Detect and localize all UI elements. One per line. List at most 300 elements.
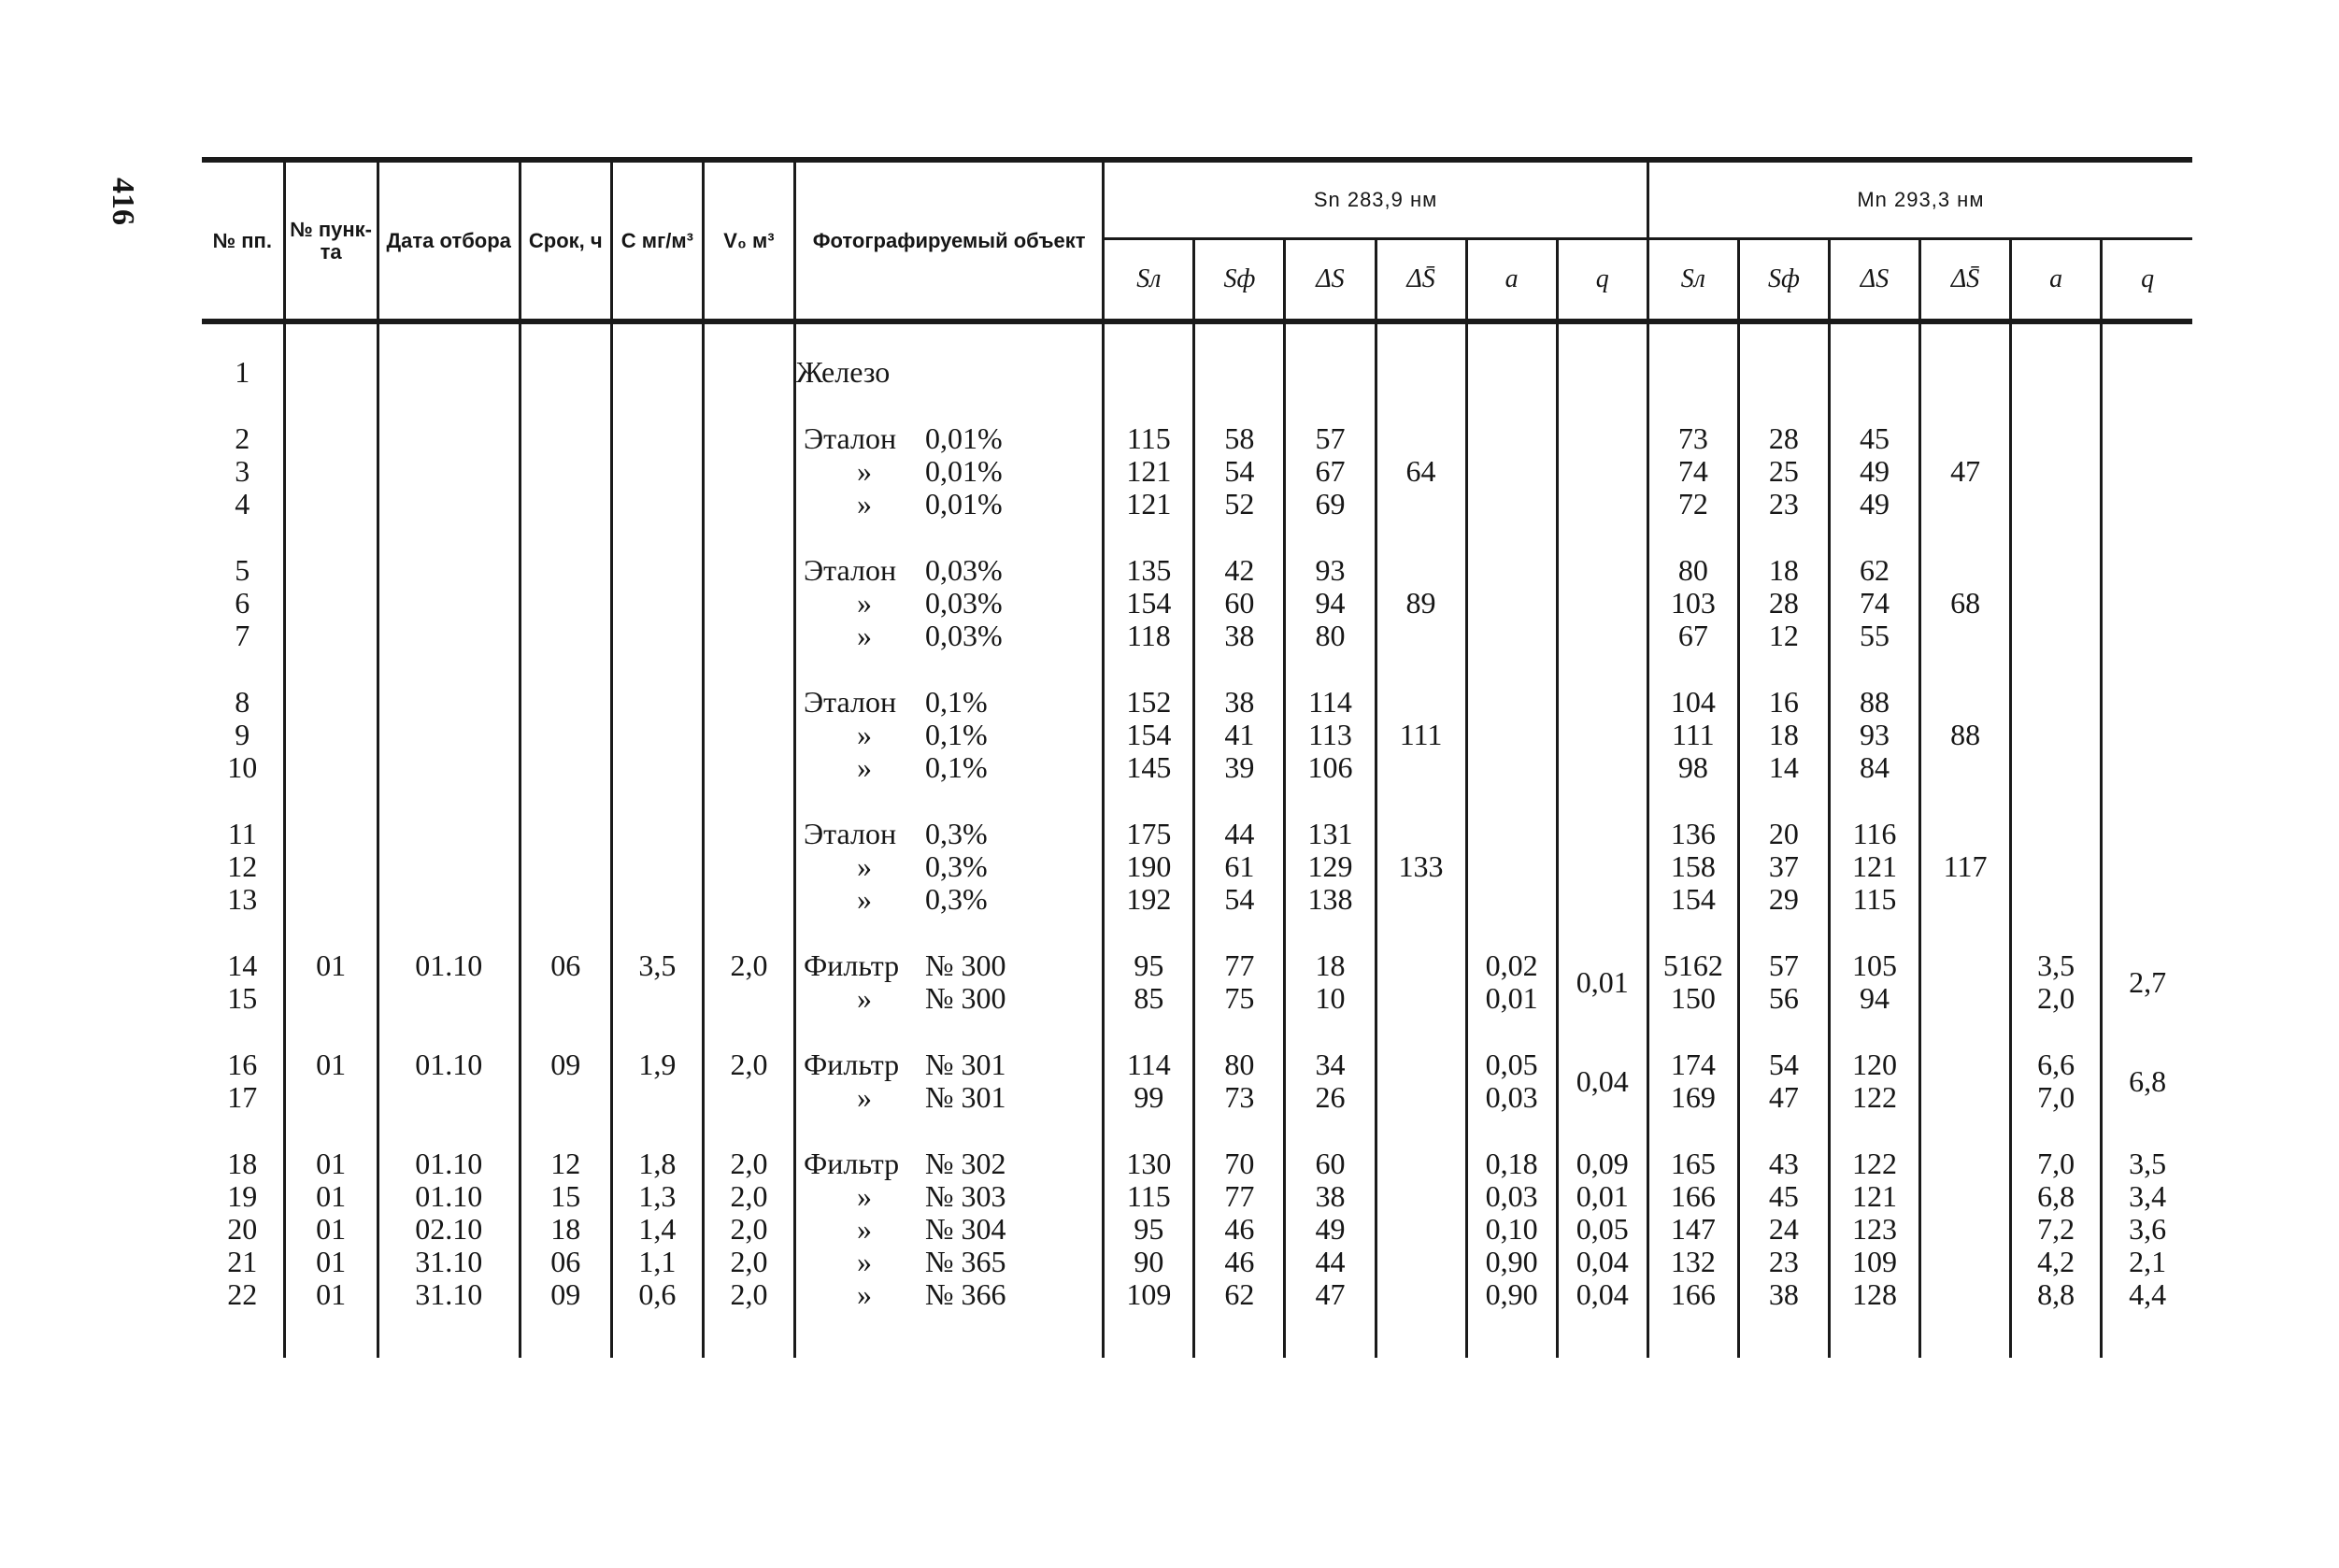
object-label: » [857, 487, 872, 520]
cell-sn-6-5 [1557, 587, 1647, 620]
cell-date [378, 982, 520, 1015]
header-volume: V₀ м³ [703, 160, 794, 321]
cell-concentration [611, 686, 703, 719]
cell-object [795, 620, 1104, 652]
cell-volume: 2,0 [703, 1278, 794, 1311]
cell-sn-6-3: 133 [1376, 850, 1466, 883]
header-object: Фотографируемый объект [795, 160, 1104, 321]
cell-sn-6-1: 61 [1194, 850, 1285, 883]
cell-point-no: 01 [284, 1278, 378, 1311]
cell-sn-6-2: 94 [1285, 587, 1376, 620]
cell-concentration [611, 1081, 703, 1114]
cell-date: 01.10 [378, 949, 520, 982]
cell-point-no [284, 422, 378, 455]
cell-mn-6-4: 7,2 [2011, 1213, 2102, 1246]
cell-mn-6-2: 49 [1829, 488, 1919, 520]
cell-sn-6-1: 80 [1194, 1048, 1285, 1081]
cell-date [378, 686, 520, 719]
table-row [202, 1213, 2192, 1246]
cell-mn-6-3 [1920, 883, 2011, 916]
cell-mn-6-2: 74 [1829, 587, 1919, 620]
cell-sn-6-5: 0,09 [1557, 1147, 1647, 1180]
cell-mn-6-3: 47 [1920, 455, 2011, 488]
object-value: 0,03% [925, 553, 1003, 587]
cell-mn-6-1: 28 [1738, 422, 1829, 455]
cell-sn-6-4: 0,03 [1466, 1180, 1557, 1213]
cell-mn-6-5: 3,4 [2102, 1180, 2192, 1213]
cell-concentration [611, 422, 703, 455]
header-term: Срок, ч [520, 160, 611, 321]
cell-date [378, 883, 520, 916]
table-row [202, 1180, 2192, 1213]
object-value: № 302 [925, 1147, 1006, 1180]
cell-mn-6-0: 67 [1647, 620, 1738, 652]
cell-concentration [611, 620, 703, 652]
cell-sn-6-1: 38 [1194, 620, 1285, 652]
object-label: Эталон [804, 817, 897, 850]
cell-sn-6-5 [1557, 850, 1647, 883]
object-label: Железо [796, 355, 891, 389]
table-row [202, 1278, 2192, 1311]
cell-object [795, 587, 1104, 620]
cell-mn-6-5 [2102, 818, 2192, 850]
object-label: Эталон [804, 421, 897, 455]
cell-volume: 2,0 [703, 1246, 794, 1278]
cell-term: 15 [520, 1180, 611, 1213]
cell-sn-6-4: 0,05 [1466, 1048, 1557, 1081]
cell-mn-6-5 [2102, 751, 2192, 784]
cell-mn-6-3 [1920, 949, 2011, 982]
cell-volume [703, 751, 794, 784]
cell-sn-6-1: 62 [1194, 1278, 1285, 1311]
subheader-mn-4: a [2011, 239, 2102, 322]
cell-concentration [611, 982, 703, 1015]
cell-object [795, 1147, 1104, 1180]
cell-mn-6-5: 2,1 [2102, 1246, 2192, 1278]
cell-mn-6-3 [1920, 1180, 2011, 1213]
cell-object [795, 455, 1104, 488]
cell-row-no: 9 [235, 718, 250, 751]
cell-object [795, 1246, 1104, 1278]
object-label: Фильтр [804, 1048, 900, 1081]
cell-mn-6-0: 150 [1647, 982, 1738, 1015]
object-label: » [857, 586, 872, 620]
cell-concentration [611, 455, 703, 488]
cell-mn-6-1: 54 [1738, 1048, 1829, 1081]
cell-date: 01.10 [378, 1180, 520, 1213]
cell-mn-6-0: 147 [1647, 1213, 1738, 1246]
object-value: № 301 [925, 1080, 1006, 1114]
cell-sn-6-3 [1376, 1213, 1466, 1246]
object-label: » [857, 882, 872, 916]
cell-sn-6-4: 0,90 [1466, 1246, 1557, 1278]
cell-mn-6-3 [1920, 554, 2011, 587]
cell-mn-6-1: 38 [1738, 1278, 1829, 1311]
cell-term [520, 686, 611, 719]
cell-mn-6-2: 121 [1829, 1180, 1919, 1213]
cell-row-no: 13 [227, 882, 258, 916]
cell-mn-6-2: 49 [1829, 455, 1919, 488]
cell-sn-6-5 [1557, 455, 1647, 488]
cell-mn-6-3: 68 [1920, 587, 2011, 620]
cell-row-no: 18 [227, 1147, 258, 1180]
cell-object [795, 850, 1104, 883]
cell-sn-6-0: 190 [1104, 850, 1194, 883]
cell-sn-6-3 [1376, 620, 1466, 652]
cell-sn-6-1: 77 [1194, 949, 1285, 982]
cell-mn-6-4 [2011, 587, 2102, 620]
cell-date [378, 850, 520, 883]
object-value: 0,1% [925, 750, 988, 784]
cell-sn-6-3 [1376, 982, 1466, 1015]
cell-sn-6-2: 38 [1285, 1180, 1376, 1213]
cell-sn-6-5: 0,04 [1557, 1278, 1647, 1311]
cell-sn-6-4 [1466, 554, 1557, 587]
cell-volume [703, 686, 794, 719]
cell-sn-6-1: 39 [1194, 751, 1285, 784]
header-point-no: № пунк-та [284, 160, 378, 321]
cell-sn-6-3 [1376, 818, 1466, 850]
object-value: № 365 [925, 1245, 1006, 1278]
cell-point-no: 01 [284, 1180, 378, 1213]
cell-sn-6-2: 113 [1285, 719, 1376, 751]
cell-mn-6-3 [1920, 1048, 2011, 1081]
object-value: № 303 [925, 1179, 1006, 1213]
cell-sn-6-1: 44 [1194, 818, 1285, 850]
object-label: » [857, 454, 872, 488]
cell-mn-6-4 [2011, 620, 2102, 652]
table-row [202, 422, 2192, 455]
cell-sn-6-3 [1376, 1048, 1466, 1081]
cell-mn-6-3 [1920, 1081, 2011, 1114]
cell-sn-6-4 [1466, 455, 1557, 488]
subheader-mn-0: Sл [1647, 239, 1738, 322]
cell-sn-6-2: 114 [1285, 686, 1376, 719]
cell-sn-6-3 [1376, 883, 1466, 916]
object-value: 0,3% [925, 817, 988, 850]
cell-object [795, 751, 1104, 784]
cell-sn-6-4: 0,10 [1466, 1213, 1557, 1246]
object-label: Эталон [804, 553, 897, 587]
cell-term: 12 [520, 1147, 611, 1180]
cell-volume: 2,0 [703, 1048, 794, 1081]
cell-sn-6-0: 85 [1104, 982, 1194, 1015]
object-value: № 304 [925, 1212, 1006, 1246]
cell-term [520, 422, 611, 455]
table-body [202, 321, 2192, 1358]
cell-mn-6-1: 37 [1738, 850, 1829, 883]
cell-point-no: 01 [284, 1246, 378, 1278]
cell-mn-6-0: 165 [1647, 1147, 1738, 1180]
cell-sn-6-3 [1376, 422, 1466, 455]
cell-mn-6-1: 23 [1738, 488, 1829, 520]
object-value: 0,01% [925, 421, 1003, 455]
cell-sn-6-5: 0,01 [1557, 949, 1647, 1015]
header-row-no: № пп. [202, 160, 284, 321]
cell-point-no [284, 686, 378, 719]
cell-mn-6-2: 84 [1829, 751, 1919, 784]
cell-mn-6-5 [2102, 356, 2192, 389]
subheader-sn-1: Sф [1194, 239, 1285, 322]
cell-concentration [611, 751, 703, 784]
cell-volume: 2,0 [703, 1147, 794, 1180]
cell-row-no: 2 [235, 421, 250, 455]
cell-mn-6-1: 25 [1738, 455, 1829, 488]
cell-concentration [611, 356, 703, 389]
object-label: » [857, 981, 872, 1015]
cell-sn-6-5 [1557, 818, 1647, 850]
cell-sn-6-4 [1466, 751, 1557, 784]
cell-mn-6-0: 136 [1647, 818, 1738, 850]
cell-sn-6-2: 10 [1285, 982, 1376, 1015]
cell-sn-6-1: 58 [1194, 422, 1285, 455]
object-label: » [857, 1277, 872, 1311]
cell-term [520, 719, 611, 751]
object-value: 0,01% [925, 487, 1003, 520]
cell-point-no [284, 1081, 378, 1114]
cell-sn-6-4 [1466, 356, 1557, 389]
cell-mn-6-0: 111 [1647, 719, 1738, 751]
cell-mn-6-2: 62 [1829, 554, 1919, 587]
cell-sn-6-5 [1557, 422, 1647, 455]
cell-row-no: 4 [235, 487, 250, 520]
table-row [202, 982, 2192, 1015]
cell-mn-6-2: 94 [1829, 982, 1919, 1015]
cell-mn-6-1: 23 [1738, 1246, 1829, 1278]
cell-sn-6-2: 26 [1285, 1081, 1376, 1114]
cell-mn-6-4: 8,8 [2011, 1278, 2102, 1311]
cell-sn-6-0: 152 [1104, 686, 1194, 719]
cell-volume [703, 719, 794, 751]
cell-term [520, 488, 611, 520]
cell-sn-6-1: 75 [1194, 982, 1285, 1015]
cell-object [795, 818, 1104, 850]
cell-object [795, 422, 1104, 455]
cell-mn-6-0: 169 [1647, 1081, 1738, 1114]
cell-term [520, 554, 611, 587]
cell-sn-6-3 [1376, 488, 1466, 520]
cell-sn-6-4: 0,18 [1466, 1147, 1557, 1180]
cell-mn-6-5: 2,7 [2102, 949, 2192, 1015]
table-row [202, 883, 2192, 916]
cell-row-no: 19 [227, 1179, 258, 1213]
cell-mn-6-4 [2011, 356, 2102, 389]
table-row [202, 1246, 2192, 1278]
cell-object [795, 686, 1104, 719]
cell-sn-6-2: 131 [1285, 818, 1376, 850]
cell-point-no [284, 356, 378, 389]
cell-row-no: 8 [235, 685, 250, 719]
cell-sn-6-5 [1557, 883, 1647, 916]
cell-mn-6-4: 2,0 [2011, 982, 2102, 1015]
cell-sn-6-2: 106 [1285, 751, 1376, 784]
subheader-sn-3: ΔS̄ [1376, 239, 1466, 322]
cell-sn-6-3 [1376, 686, 1466, 719]
table-row [202, 554, 2192, 587]
cell-sn-6-1: 73 [1194, 1081, 1285, 1114]
cell-date [378, 620, 520, 652]
cell-date [378, 422, 520, 455]
cell-mn-6-1: 57 [1738, 949, 1829, 982]
header-date: Дата отбора [378, 160, 520, 321]
cell-date [378, 554, 520, 587]
object-value: № 301 [925, 1048, 1006, 1081]
cell-sn-6-2: 67 [1285, 455, 1376, 488]
cell-date: 31.10 [378, 1278, 520, 1311]
cell-row-no: 17 [227, 1080, 258, 1114]
cell-mn-6-0: 103 [1647, 587, 1738, 620]
cell-mn-6-1: 18 [1738, 719, 1829, 751]
cell-mn-6-2: 121 [1829, 850, 1919, 883]
cell-mn-6-3 [1920, 620, 2011, 652]
cell-mn-6-4: 7,0 [2011, 1081, 2102, 1114]
table-row [202, 488, 2192, 520]
cell-point-no [284, 587, 378, 620]
subheader-sn-0: Sл [1104, 239, 1194, 322]
cell-sn-6-0: 175 [1104, 818, 1194, 850]
cell-point-no [284, 719, 378, 751]
cell-sn-6-2: 49 [1285, 1213, 1376, 1246]
cell-sn-6-0: 90 [1104, 1246, 1194, 1278]
table-row [202, 949, 2192, 982]
cell-object [795, 982, 1104, 1015]
cell-term [520, 751, 611, 784]
cell-sn-6-4: 0,03 [1466, 1081, 1557, 1114]
cell-sn-6-2: 34 [1285, 1048, 1376, 1081]
table-row [202, 587, 2192, 620]
cell-mn-6-0: 154 [1647, 883, 1738, 916]
cell-sn-6-3 [1376, 1147, 1466, 1180]
cell-mn-6-4: 7,0 [2011, 1147, 2102, 1180]
cell-mn-6-2: 128 [1829, 1278, 1919, 1311]
cell-term: 09 [520, 1278, 611, 1311]
cell-row-no: 11 [227, 817, 257, 850]
cell-date: 02.10 [378, 1213, 520, 1246]
cell-sn-6-2: 60 [1285, 1147, 1376, 1180]
cell-mn-6-3 [1920, 982, 2011, 1015]
cell-sn-6-3 [1376, 1246, 1466, 1278]
cell-mn-6-2: 45 [1829, 422, 1919, 455]
cell-mn-6-2: 123 [1829, 1213, 1919, 1246]
cell-sn-6-4 [1466, 587, 1557, 620]
cell-sn-6-3: 111 [1376, 719, 1466, 751]
cell-date [378, 455, 520, 488]
subheader-mn-1: Sф [1738, 239, 1829, 322]
cell-concentration [611, 883, 703, 916]
data-table-container [202, 157, 2192, 1358]
cell-mn-6-3 [1920, 1213, 2011, 1246]
cell-mn-6-4 [2011, 883, 2102, 916]
cell-point-no [284, 488, 378, 520]
cell-mn-6-5: 3,5 [2102, 1147, 2192, 1180]
cell-sn-6-3 [1376, 949, 1466, 982]
cell-row-no: 1 [235, 355, 250, 389]
object-value: № 300 [925, 981, 1006, 1015]
cell-mn-6-0: 104 [1647, 686, 1738, 719]
cell-sn-6-4 [1466, 719, 1557, 751]
cell-mn-6-4 [2011, 488, 2102, 520]
subheader-sn-5: q [1557, 239, 1647, 322]
cell-mn-6-5: 6,8 [2102, 1048, 2192, 1114]
cell-term [520, 883, 611, 916]
cell-volume [703, 488, 794, 520]
cell-concentration: 1,4 [611, 1213, 703, 1246]
cell-sn-6-0: 121 [1104, 455, 1194, 488]
cell-mn-6-0: 72 [1647, 488, 1738, 520]
cell-row-no: 6 [235, 586, 250, 620]
cell-sn-6-3 [1376, 1278, 1466, 1311]
cell-sn-6-2: 47 [1285, 1278, 1376, 1311]
cell-mn-6-3 [1920, 1147, 2011, 1180]
object-label: Эталон [804, 685, 897, 719]
cell-row-no: 5 [235, 553, 250, 587]
table-row [202, 686, 2192, 719]
cell-concentration [611, 850, 703, 883]
cell-mn-6-3 [1920, 422, 2011, 455]
cell-mn-6-2: 122 [1829, 1147, 1919, 1180]
cell-concentration [611, 554, 703, 587]
cell-sn-6-4 [1466, 850, 1557, 883]
cell-date [378, 719, 520, 751]
cell-mn-6-4 [2011, 850, 2102, 883]
cell-term [520, 1081, 611, 1114]
cell-mn-6-2: 116 [1829, 818, 1919, 850]
cell-mn-6-5 [2102, 850, 2192, 883]
cell-mn-6-4 [2011, 719, 2102, 751]
cell-sn-6-2: 69 [1285, 488, 1376, 520]
cell-volume: 2,0 [703, 949, 794, 982]
cell-object [795, 488, 1104, 520]
cell-mn-6-1: 18 [1738, 554, 1829, 587]
cell-date: 01.10 [378, 1048, 520, 1081]
subheader-sn-4: a [1466, 239, 1557, 322]
cell-date [378, 751, 520, 784]
cell-point-no [284, 850, 378, 883]
cell-mn-6-5 [2102, 883, 2192, 916]
cell-sn-6-3: 89 [1376, 587, 1466, 620]
cell-mn-6-4 [2011, 422, 2102, 455]
table-row [202, 719, 2192, 751]
cell-mn-6-2: 55 [1829, 620, 1919, 652]
cell-sn-6-4 [1466, 883, 1557, 916]
cell-date: 01.10 [378, 1147, 520, 1180]
cell-sn-6-1: 54 [1194, 883, 1285, 916]
cell-mn-6-1: 12 [1738, 620, 1829, 652]
cell-sn-6-0: 95 [1104, 949, 1194, 982]
cell-mn-6-4: 6,6 [2011, 1048, 2102, 1081]
cell-sn-6-4 [1466, 422, 1557, 455]
cell-sn-6-0: 115 [1104, 1180, 1194, 1213]
cell-sn-6-5: 0,04 [1557, 1048, 1647, 1114]
cell-sn-6-1: 52 [1194, 488, 1285, 520]
cell-mn-6-3 [1920, 1246, 2011, 1278]
cell-term: 18 [520, 1213, 611, 1246]
cell-term [520, 587, 611, 620]
cell-sn-6-2: 138 [1285, 883, 1376, 916]
cell-volume [703, 455, 794, 488]
cell-volume [703, 587, 794, 620]
cell-row-no: 7 [235, 619, 250, 652]
cell-sn-6-0: 130 [1104, 1147, 1194, 1180]
cell-mn-6-1: 56 [1738, 982, 1829, 1015]
cell-term: 06 [520, 1246, 611, 1278]
object-label: Фильтр [804, 948, 900, 982]
cell-row-no: 16 [227, 1048, 258, 1081]
object-label: Фильтр [804, 1147, 900, 1180]
cell-point-no [284, 982, 378, 1015]
cell-mn-6-5 [2102, 488, 2192, 520]
cell-date: 31.10 [378, 1246, 520, 1278]
